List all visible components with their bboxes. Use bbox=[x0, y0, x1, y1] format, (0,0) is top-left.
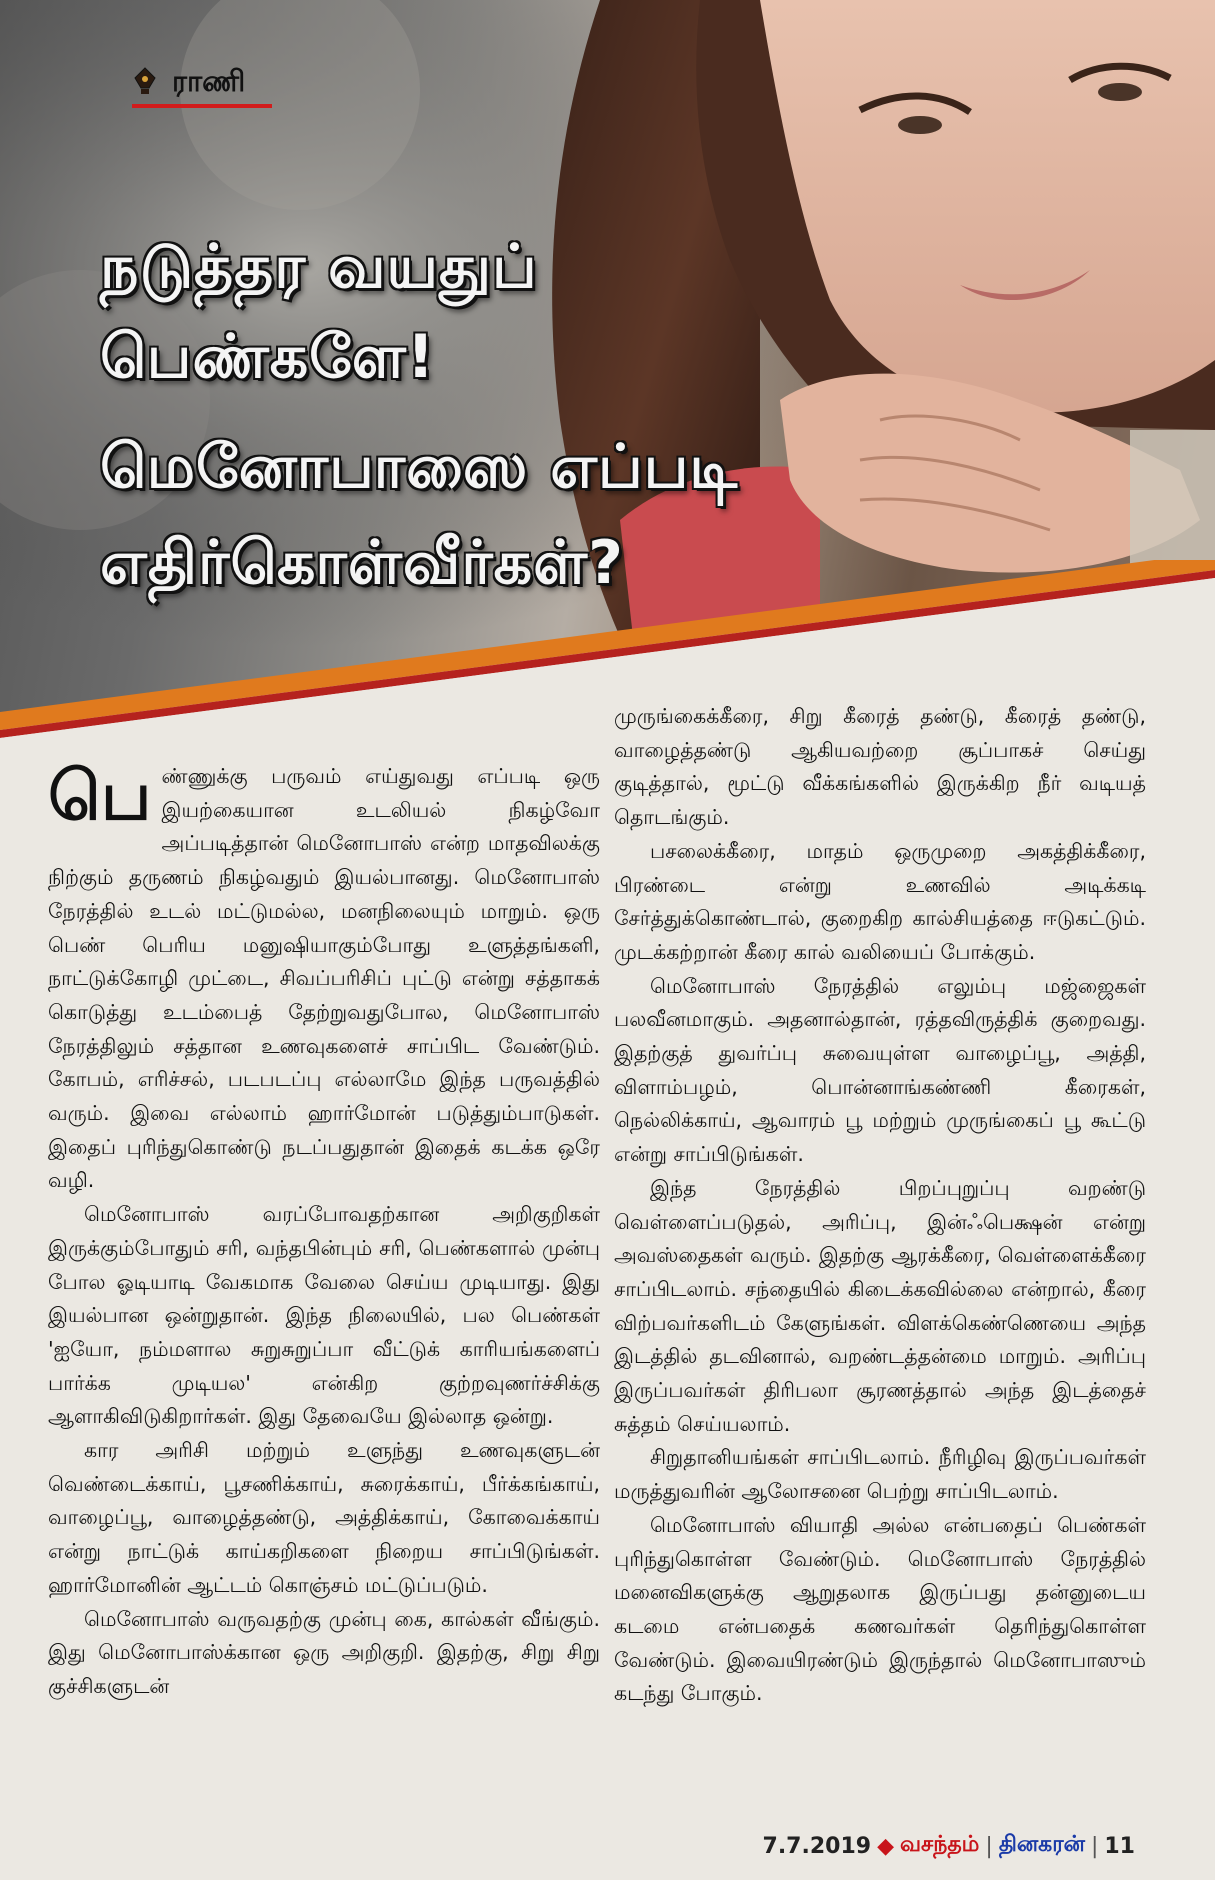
drop-cap: பெ bbox=[48, 757, 152, 836]
paragraph-6: பசலைக்கீரை, மாதம் ஒருமுறை அகத்திக்கீரை, பிரண்டை என்று உணவில் அடிக்கடி சேர்த்துக்கொண்டால், குறைகிற கால்சியத்தை ஈடுகட்டும். முடக்கற்றான் கீரை கால் வலியைப் போக்கும். bbox=[614, 838, 1146, 964]
paragraph-10: மெனோபாஸ் வியாதி அல்ல என்பதைப் பெண்கள் புரிந்துகொள்ள வேண்டும். மெனோபாஸ் நேரத்தில் மனைவிகளுக்கு ஆறுதலாக இருப்பது தன்னுடைய கடமை என்பதைக் கணவர்கள் தெரிந்துகொள்ள வேண்டும். இவையிரண்டும் இருந்தால் மெனோபாஸும் கடந்து போகும். bbox=[614, 1512, 1146, 1706]
article-column-right bbox=[614, 700, 1146, 1711]
paragraph-2: மெனோபாஸ் வரப்போவதற்கான அறிகுறிகள் இருக்கும்போதும் சரி, வந்தபின்பும் சரி, பெண்களால் முன்பு போல ஓடியாடி வேகமாக வேலை செய்ய முடியாது. இது இயல்பான ஒன்றுதான். இந்த நிலையில், பல பெண்கள் 'ஐயோ, நம்மளால சுறுசுறுப்பா வீட்டுக் காரியங்களைப் பார்க்க முடியல' என்கிற குற்றவுணர்ச்சிக்கு ஆளாகிவிடுகிறார்கள். இது தேவையே இல்லாத ஒன்று. bbox=[48, 1202, 600, 1429]
paragraph-8: இந்த நேரத்தில் பிறப்புறுப்பு வறண்டு வெள்ளைப்படுதல், அரிப்பு, இன்ஃபெக்ஷன் என்று அவஸ்தைகள் வரும். இதற்கு ஆரக்கீரை, வெள்ளைக்கீரை சாப்பிடலாம். சந்தையில் கிடைக்கவில்லை என்றால், கீரை விற்பவர்களிடம் கேளுங்கள். விளக்கெண்ணெயை அந்த இடத்தில் தடவினால், வறண்டத்தன்மை மாறும். அரிப்பு இருப்பவர்கள் திரிபலா சூரணத்தால் அந்த இடத்தைச் சுத்தம் செய்யலாம். bbox=[614, 1175, 1146, 1436]
article-column-left bbox=[48, 757, 600, 1704]
newspaper-name: தினகரன் bbox=[998, 1832, 1085, 1857]
page-footer bbox=[763, 1832, 1135, 1860]
paragraph-4: மெனோபாஸ் வருவதற்கு முன்பு கை, கால்கள் வீங்கும். இது மெனோபாஸ்க்கான ஒரு அறிகுறி. இதற்கு, சிறு சிறு குச்சிகளுடன் bbox=[48, 1606, 600, 1698]
page-number: 11 bbox=[1104, 1833, 1135, 1859]
author-name: ராணி bbox=[172, 64, 246, 98]
paragraph-3: கார அரிசி மற்றும் உளுந்து உணவுகளுடன் வெண்டைக்காய், பூசணிக்காய், சுரைக்காய், பீர்க்கங்காய், வாழைப்பூ, வாழைத்தண்டு, அத்திக்காய், கோவைக்காய் என்று நாட்டுக் காய்கறிகளை நிறைய சாப்பிடுங்கள். ஹார்மோனின் ஆட்டம் கொஞ்சம் மட்டுப்படும். bbox=[48, 1438, 600, 1597]
footer-separator: | bbox=[985, 1833, 993, 1859]
footer-separator-2: | bbox=[1090, 1833, 1099, 1859]
headline-line-3: மெனோபாஸை எப்படி bbox=[100, 432, 739, 502]
magazine-name: வசந்தம் bbox=[900, 1832, 980, 1857]
headline-line-2: பெண்களே! bbox=[100, 322, 436, 392]
paragraph-7: மெனோபாஸ் நேரத்தில் எலும்பு மஜ்ஜைகள் பலவீனமாகும். அதனால்தான், ரத்தவிருத்திக் குறைவது. இதற்குத் துவர்ப்பு சுவையுள்ள வாழைப்பூ, அத்தி, விளாம்பழம், பொன்னாங்கண்ணி கீரைகள், நெல்லிக்காய், ஆவாரம் பூ மற்றும் முருங்கைப் பூ கூட்டு என்று சாப்பிடுங்கள். bbox=[614, 973, 1146, 1167]
pen-nib-icon bbox=[132, 66, 158, 100]
paragraph-1: பெண்ணுக்கு பருவம் எய்துவது எப்படி ஒரு இயற்கையான உடலியல் நிகழ்வோ அப்படித்தான் மெனோபாஸ் என்ற மாதவிலக்கு நிற்கும் தருணம் நிகழ்வதும் இயல்பானது. மெனோபாஸ் நேரத்தில் உடல் மட்டுமல்ல, மனநிலையும் மாறும். ஒரு பெண் பெரிய மனுஷியாகும்போது உளுத்தங்களி, நாட்டுக்கோழி முட்டை, சிவப்பரிசிப் புட்டு என்று சத்தாகக் கொடுத்து உடம்பைத் தேற்றுவதுபோல, மெனோபாஸ் நேரத்திலும் சத்தான உணவுகளைச் சாப்பிட வேண்டும். கோபம், எரிச்சல், படபடப்பு எல்லாமே இந்த பருவத்தில் வரும். இவை எல்லாம் ஹார்மோன் படுத்தும்பாடுகள். இதைப் புரிந்துகொண்டு நடப்பதுதான் இதைக் கடக்க ஒரே வழி. bbox=[48, 757, 600, 1193]
paragraph-5: முருங்கைக்கீரை, சிறு கீரைத் தண்டு, கீரைத் தண்டு, வாழைத்தண்டு ஆகியவற்றை சூப்பாகச் செய்து குடித்தால், மூட்டு வீக்கங்களில் இருக்கிற நீர் வடியத் தொடங்கும். bbox=[614, 704, 1146, 830]
byline-underline bbox=[132, 104, 272, 108]
paragraph-9: சிறுதானியங்கள் சாப்பிடலாம். நீரிழிவு இருப்பவர்கள் மருத்துவரின் ஆலோசனை பெற்று சாப்பிடலாம். bbox=[614, 1445, 1146, 1504]
headline-line-1: நடுத்தர வயதுப் bbox=[100, 232, 538, 302]
article-body bbox=[0, 700, 1215, 1880]
byline bbox=[132, 64, 245, 102]
issue-date: 7.7.2019 bbox=[762, 1833, 872, 1859]
headline-line-4: எதிர்கொள்வீர்கள்? bbox=[100, 528, 624, 598]
diamond-bullet-icon: ◆ bbox=[877, 1833, 894, 1859]
